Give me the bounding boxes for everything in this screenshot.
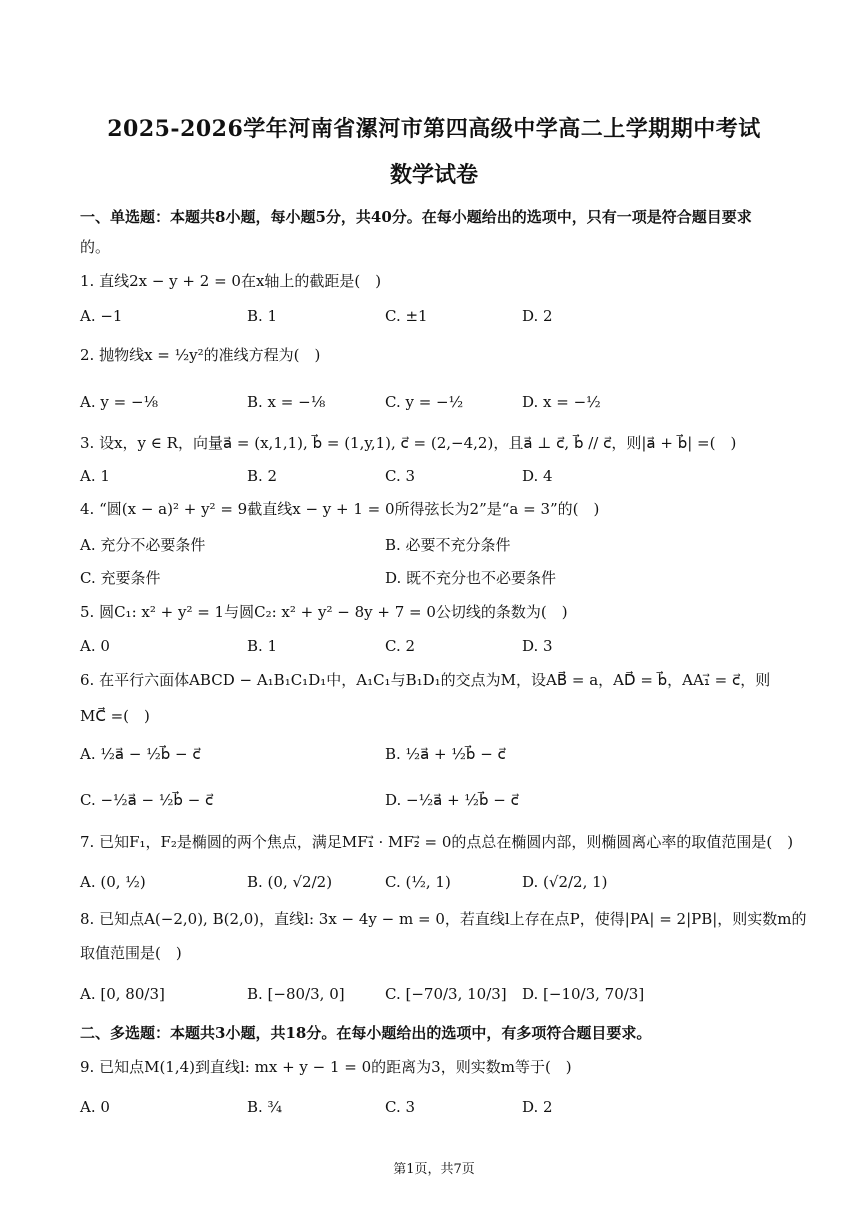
question-8-option-b: B. [−80/3, 0] [247,985,345,1003]
section1-heading-line1: 一、单选题：本题共8小题，每小题5分，共40分。在每小题给出的选项中，只有一项是符合题目要求 [80,208,752,226]
question-5-option-a: A. 0 [80,637,110,655]
question-9-option-b: B. ¾ [247,1098,283,1116]
section2-heading: 二、多选题：本题共3小题，共18分。在每小题给出的选项中，有多项符合题目要求。 [80,1024,652,1042]
question-2-option-d: D. x = −½ [522,393,601,411]
question-4-stem: 4. “圆(x − a)² + y² = 9截直线x − y + 1 = 0所得弦长为2”是“a = 3”的( ) [80,500,600,518]
question-8-stem: 8. 已知点A(−2,0), B(2,0)，直线l: 3x − 4y − m = 0，若直线l上存在点P，使得|PA| = 2|PB|，则实数m的 [80,910,807,928]
exam-title: 2025-2026学年河南省漯河市第四高级中学高二上学期期中考试 [107,116,761,142]
question-2-option-a: A. y = −⅛ [80,393,159,411]
question-3-option-d: D. 4 [522,467,553,485]
question-3-option-a: A. 1 [80,467,110,485]
page-footer: 第1页，共7页 [393,1162,475,1177]
question-7-option-c: C. (½, 1) [385,873,451,891]
question-7-stem: 7. 已知F₁，F₂是椭圆的两个焦点，满足MF₁⃗ · MF₂⃗ = 0的点总在椭圆内部，则椭圆离心率的取值范围是( ) [80,833,794,851]
question-8-option-a: A. [0, 80/3] [80,985,165,1003]
question-7-option-b: B. (0, √2/2) [247,873,333,891]
question-6-option-c: C. −½a⃗ − ½b⃗ − c⃗ [80,791,214,809]
question-4-option-b: B. 必要不充分条件 [385,536,511,554]
question-7-option-a: A. (0, ½) [80,873,146,891]
section1-heading-line2: 的。 [80,238,111,256]
question-6-option-a: A. ½a⃗ − ½b⃗ − c⃗ [80,745,201,763]
question-3-stem: 3. 设x，y ∈ R，向量a⃗ = (x,1,1), b⃗ = (1,y,1), c⃗ = (2,−4,2)，且a⃗ ⊥ c⃗, b⃗ // c⃗，则|a⃗ + b⃗| =( ) [80,434,737,452]
question-8-option-c: C. [−70/3, 10/3] [385,985,507,1003]
question-3-option-c: C. 3 [385,467,416,485]
question-2-option-c: C. y = −½ [385,393,464,411]
question-6-option-b: B. ½a⃗ + ½b⃗ − c⃗ [385,745,506,763]
question-1-stem: 1. 直线2x − y + 2 = 0在x轴上的截距是( ) [80,272,382,290]
question-8-option-d: D. [−10/3, 70/3] [522,985,645,1003]
question-5-stem: 5. 圆C₁: x² + y² = 1与圆C₂: x² + y² − 8y + 7 = 0公切线的条数为( ) [80,603,568,621]
question-1-option-b: B. 1 [247,307,278,325]
question-3-option-b: B. 2 [247,467,278,485]
question-6-stem: 6. 在平行六面体ABCD − A₁B₁C₁D₁中，A₁C₁与B₁D₁的交点为M，设AB⃗ = a，AD⃗ = b⃗，AA₁⃗ = c⃗，则 [80,671,771,689]
question-9-option-c: C. 3 [385,1098,416,1116]
question-9-option-d: D. 2 [522,1098,553,1116]
question-4-option-a: A. 充分不必要条件 [80,536,206,554]
question-6-option-d: D. −½a⃗ + ½b⃗ − c⃗ [385,791,519,809]
question-2-stem: 2. 抛物线x = ½y²的准线方程为( ) [80,346,321,364]
question-6-stem-line2: MC⃗ =( ) [80,707,150,725]
question-8-stem-line2: 取值范围是( ) [80,944,182,962]
question-5-option-d: D. 3 [522,637,553,655]
question-4-option-d: D. 既不充分也不必要条件 [385,569,557,587]
question-2-option-b: B. x = −⅛ [247,393,326,411]
question-1-option-c: C. ±1 [385,307,428,325]
question-5-option-b: B. 1 [247,637,278,655]
question-5-option-c: C. 2 [385,637,416,655]
question-7-option-d: D. (√2/2, 1) [522,873,608,891]
question-4-option-c: C. 充要条件 [80,569,161,587]
question-9-stem: 9. 已知点M(1,4)到直线l: mx + y − 1 = 0的距离为3，则实数m等于( ) [80,1058,572,1076]
exam-subtitle: 数学试卷 [389,162,478,188]
question-1-option-a: A. −1 [80,307,123,325]
question-1-option-d: D. 2 [522,307,553,325]
question-9-option-a: A. 0 [80,1098,110,1116]
